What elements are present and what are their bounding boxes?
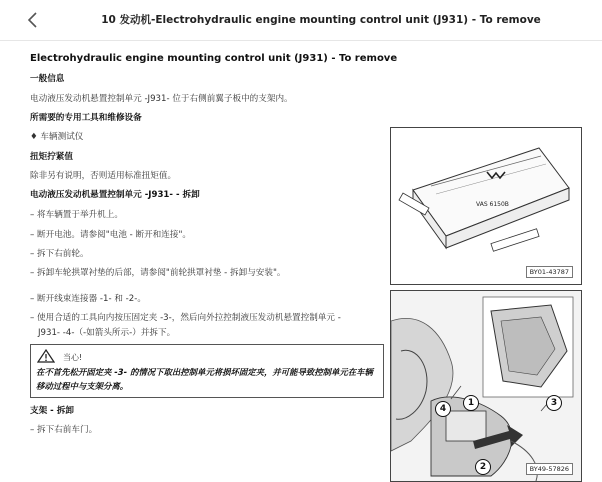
step-1: – 将车辆置于举升机上。 [30,210,123,220]
general-heading: 一般信息 [30,74,65,84]
bracket-step: – 拆下右前车门。 [30,425,98,435]
step-5: – 断开线束连接器 -1- 和 -2-。 [30,294,146,304]
figure-control-unit-location[interactable] [390,290,582,482]
torque-text: 除非另有说明，否则适用标准扭矩值。 [30,171,177,181]
callout-2: 2 [475,459,491,475]
bracket-heading: 支架 - 拆卸 [30,406,74,416]
general-text: 电动液压发动机悬置控制单元 -J931- 位于右侧前翼子板中的支架内。 [30,94,293,104]
tester-case-label: VAS 6150B [476,201,509,208]
step-2[interactable]: – 断开电池。请参阅"电池 - 断开和连接"。 [30,230,191,240]
warning-header [37,349,337,363]
warning-box [30,344,384,398]
step-6-line2: J931- -4-（-如箭头所示-）并拆下。 [38,328,176,338]
warning-label: 当心! [63,353,83,362]
figure-1-id: BY01-43787 [526,266,573,278]
removal-heading: 电动液压发动机悬置控制单元 -J931- - 拆卸 [30,190,200,200]
top-bar [0,0,602,41]
callout-3: 3 [546,395,562,411]
tools-heading: 所需要的专用工具和维修设备 [30,113,142,123]
page-title: 10 发动机-Electrohydraulic engine mounting control unit (J931) - To remove [101,14,541,26]
document-content [0,40,602,473]
warning-text: 在不首先松开固定夹 -3- 的情况下取出控制单元将损坏固定夹，并可能导致控制单元在车辆移动过程中与支架分离。 [36,367,373,391]
section-heading: Electrohydraulic engine mounting control unit (J931) - To remove [30,53,398,64]
back-arrow-icon[interactable] [22,9,44,31]
tester-case-illustration [391,128,581,284]
figure-2-id: BY49-57826 [526,463,573,475]
step-6-line1: – 使用合适的工具向内按压固定夹 -3-，然后向外拉控制液压发动机悬置控制单元 - [30,313,341,323]
torque-heading: 扭矩拧紧值 [30,152,73,162]
step-4[interactable]: – 拆卸车轮拱罩衬垫的后部，请参阅"前轮拱罩衬垫 - 拆卸与安装"。 [30,268,286,278]
figure-vehicle-tester[interactable] [390,127,582,285]
warning-triangle-icon [37,349,55,363]
callout-1: 1 [463,395,479,411]
step-3: – 拆下右前轮。 [30,249,89,259]
control-unit-illustration [391,291,581,481]
callout-4: 4 [435,401,451,417]
tools-item: ♦ 车辆测试仪 [30,132,84,142]
